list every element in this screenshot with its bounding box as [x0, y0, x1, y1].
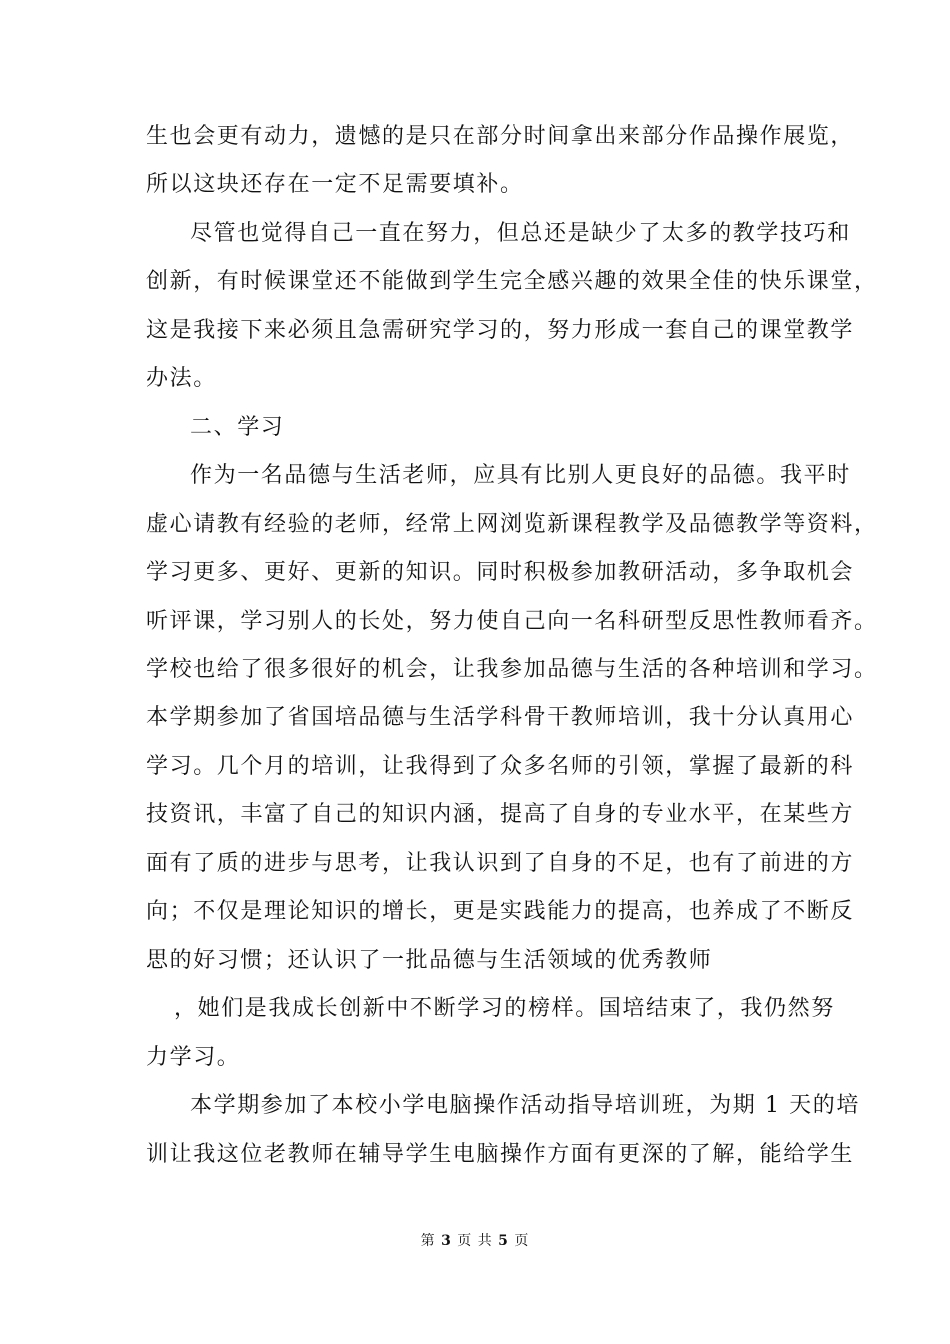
text-line: 学校也给了很多很好的机会，让我参加品德与生活的各种培训和学习。	[146, 657, 878, 682]
page-footer	[0, 1232, 950, 1250]
text-line: ，她们是我成长创新中不断学习的榜样。国培结束了，我仍然努	[174, 996, 835, 1021]
current-page-number: 3	[441, 1233, 452, 1249]
text-line: 所以这块还存在一定不足需要填补。	[146, 172, 524, 197]
text-line: 思的好习惯；还认识了一批品德与生活领域的优秀教师	[146, 948, 713, 973]
text-line: 本学期参加了省国培品德与生活学科骨干教师培训，我十分认真用心	[146, 705, 855, 730]
text-line: 向；不仅是理论知识的增长，更是实践能力的提高，也养成了不断反	[146, 899, 855, 924]
text-line: 这是我接下来必须且急需研究学习的，努力形成一套自己的课堂教学	[146, 318, 855, 343]
text-line: 生也会更有动力，遗憾的是只在部分时间拿出来部分作品操作展览，	[146, 124, 855, 149]
footer-suffix: 页	[514, 1233, 530, 1249]
text-line: 作为一名品德与生活老师，应具有比别人更良好的品德。我平时	[190, 463, 851, 488]
text-line: 尽管也觉得自己一直在努力，但总还是缺少了太多的教学技巧和	[190, 221, 851, 246]
text-line: 听评课，学习别人的长处，努力使自己向一名科研型反思性教师看齐。	[146, 609, 878, 634]
section-heading: 二、学习	[190, 415, 285, 440]
text-line: 办法。	[146, 366, 217, 391]
text-line: 面有了质的进步与思考，让我认识到了自身的不足，也有了前进的方	[146, 851, 855, 876]
text-line: 学习更多、更好、更新的知识。同时积极参加教研活动，多争取机会	[146, 560, 855, 585]
text-line: 虚心请教有经验的老师，经常上网浏览新课程教学及品德教学等资料，	[146, 512, 878, 537]
text-line: 创新，有时候课堂还不能做到学生完全感兴趣的效果全佳的快乐课堂，	[146, 269, 878, 294]
text-line: 力学习。	[146, 1045, 241, 1070]
text-line: 技资讯，丰富了自己的知识内涵，提高了自身的专业水平，在某些方	[146, 802, 855, 827]
text-line: 本学期参加了本校小学电脑操作活动指导培训班，为期 1 天的培	[190, 1093, 860, 1118]
text-line: 训让我这位老教师在辅导学生电脑操作方面有更深的了解，能给学生	[146, 1142, 855, 1167]
footer-prefix: 第	[420, 1233, 436, 1249]
footer-middle: 页 共	[457, 1233, 493, 1249]
total-page-count: 5	[498, 1233, 509, 1249]
text-line: 学习。几个月的培训，让我得到了众多名师的引领，掌握了最新的科	[146, 754, 855, 779]
